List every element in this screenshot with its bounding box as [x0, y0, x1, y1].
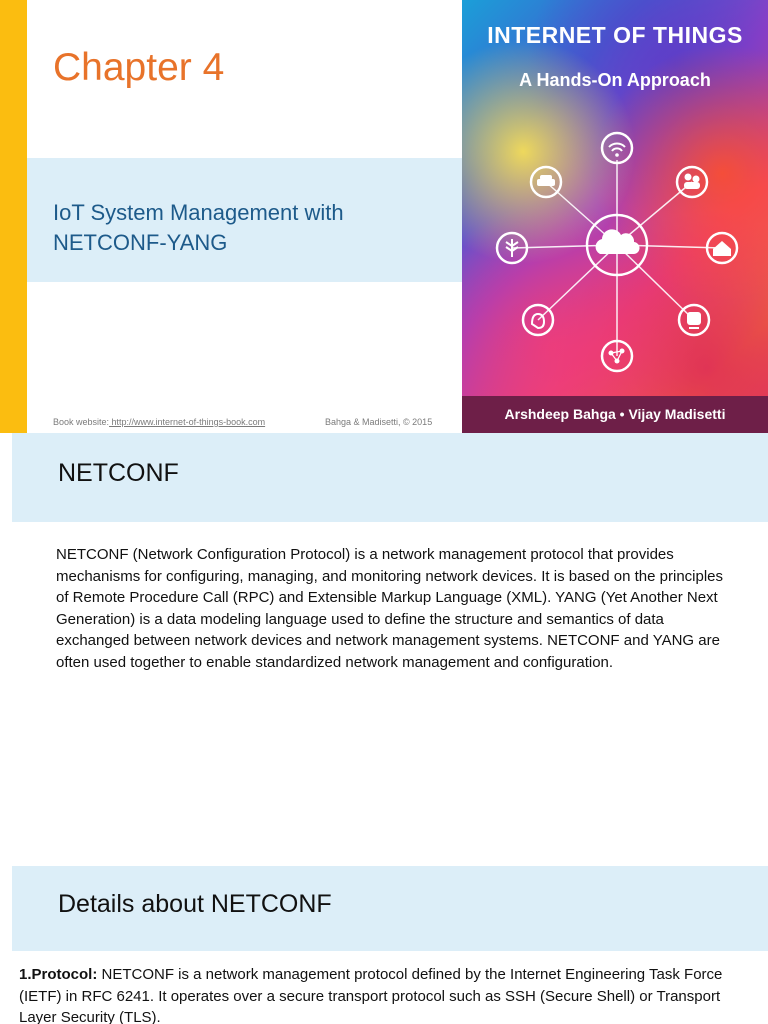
protocol-text: NETCONF is a network management protocol defined by the Internet Engineering Task Force (IETF) in RFC 6241. It operates over a secure transport protocol such as SSH (Secure Shell) or Transport Layer Security (TLS).: [19, 966, 723, 1024]
footer-prefix: Book website:: [53, 417, 110, 427]
details-title-band: [12, 866, 768, 951]
book-website-link[interactable]: http://www.internet-of-things-book.com: [109, 417, 266, 427]
title-slide: [0, 0, 768, 433]
protocol-detail: [19, 964, 754, 1024]
book-cover: [462, 0, 768, 433]
chapter-subtitle: [53, 198, 453, 258]
car-icon: [531, 167, 561, 197]
subtitle-line-1: IoT System Management with: [53, 200, 344, 225]
netconf-title-band: [12, 433, 768, 522]
cover-subtitle: A Hands-On Approach: [519, 70, 711, 90]
cover-authors: Arshdeep Bahga • Vijay Madisetti: [462, 396, 768, 433]
netconf-paragraph: NETCONF (Network Configuration Protocol) is a network management protocol that provides mechanisms for configuring, managing, and monitoring network devices. It is based on the principles of Remote Procedure Call (RPC) and Extensible Markup Language (XML). YANG (Yet Another Next Generation) is a data modeling language used to define the structure and semantics of data exchanged between network devices and network management systems. NETCONF and YANG are often used together to enable standardized network management and configuration.: [56, 546, 724, 671]
cover-title: INTERNET OF THINGS: [487, 22, 743, 48]
subtitle-line-2: NETCONF-YANG: [53, 230, 228, 255]
accent-bar: [0, 0, 27, 433]
chapter-title: Chapter 4: [53, 46, 225, 89]
netconf-heading: NETCONF: [58, 459, 179, 487]
book-website-footer: [53, 417, 265, 427]
protocol-label: 1.Protocol:: [19, 966, 98, 983]
details-heading: Details about NETCONF: [58, 890, 332, 918]
people-icon: [677, 167, 707, 197]
copyright-footer: Bahga & Madisetti, © 2015: [325, 417, 433, 427]
wifi-icon: [602, 133, 632, 163]
train-icon: [679, 305, 709, 335]
iot-network-graphic: [462, 120, 768, 380]
subtitle-band: [27, 158, 463, 282]
